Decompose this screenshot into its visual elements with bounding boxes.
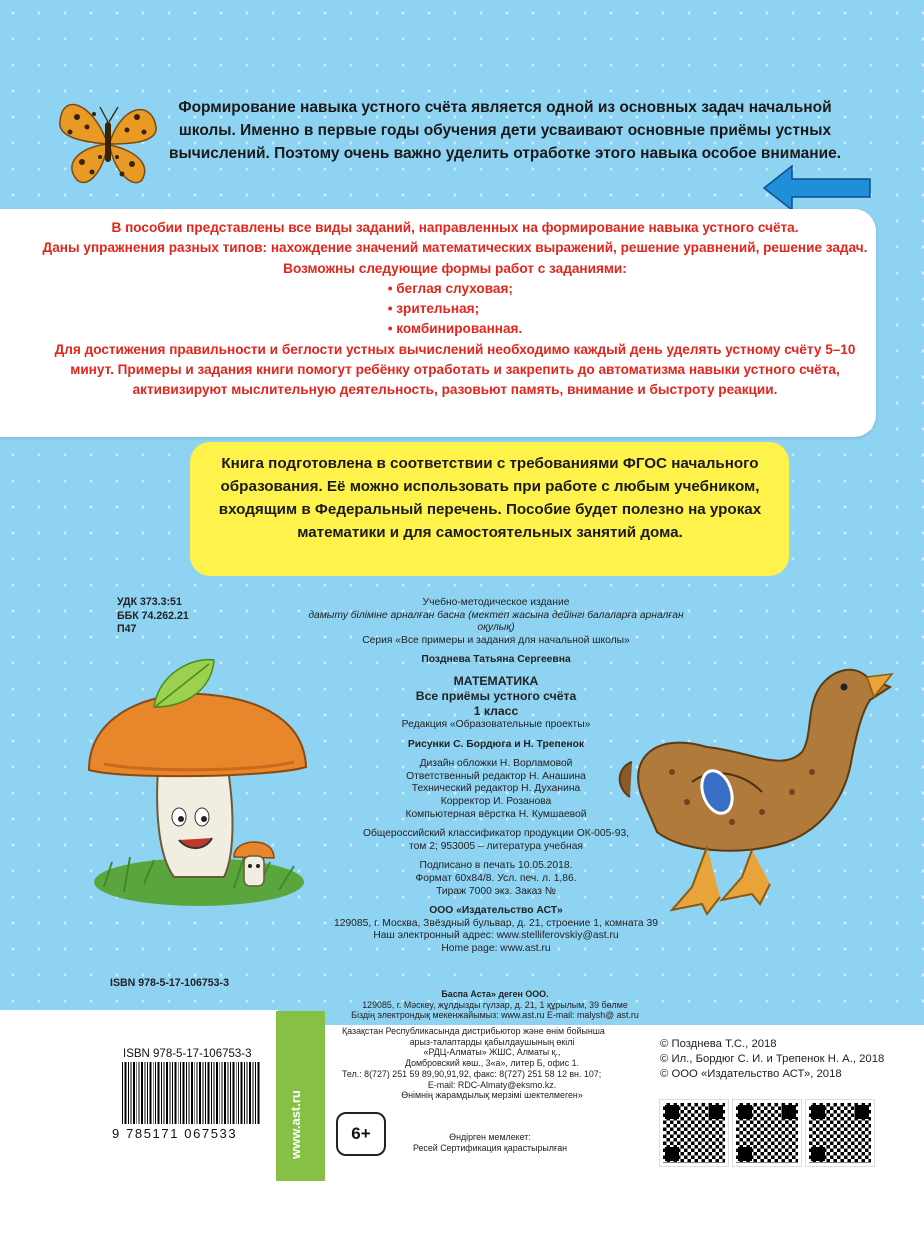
- qr-code-icon[interactable]: [806, 1100, 874, 1166]
- description-p4: Для достижения правильности и беглости устных вычислений необходимо каждый день уделять устному счёту 5–10 минут. Примеры и задания книги помогут ребёнку отработать и закрепить до автоматизма навыки устного счёта, активизируют мыслительную деятельность, разовьют память, внимание и быстроту реакции.: [54, 341, 856, 398]
- credit-line: Компьютерная вёрстка Н. Кумшаевой: [405, 808, 587, 820]
- kz-dist-line: «РДЦ-Алматы» ЖШС, Алматы қ.,: [423, 1047, 561, 1058]
- author-mark: П47: [117, 623, 137, 635]
- print-line: Формат 60х84/8. Усл. печ. л. 1,86.: [415, 872, 577, 884]
- credit-line: Ответственный редактор Н. Анашина: [406, 770, 586, 782]
- mushroom-illustration: [84, 652, 316, 914]
- description-p2: Даны упражнения разных типов: нахождение значений математических выражений, решение уравнений, решение задач.: [42, 240, 868, 256]
- classifier-line: том 2; 953005 – литература учебная: [408, 840, 584, 852]
- print-line: Тираж 7000 экз. Заказ №: [436, 885, 556, 897]
- arrow-left-icon: [762, 164, 872, 214]
- illustrators-line: Рисунки С. Бордюга и Н. Трепенок: [407, 738, 585, 750]
- kz-dist-line: E-mail: RDC-Almaty@eksmo.kz.: [427, 1079, 557, 1090]
- bbk-code: ББК 74.262.21: [117, 609, 189, 622]
- publisher-address: 129085, г. Москва, Звёздный бульвар, д. 21, строение 1, комната 39: [334, 917, 658, 929]
- kz-dist-line: Тел.: 8(727) 251 59 89,90,91,92, факс: 8(727) 251 58 12 вн. 107;: [342, 1068, 602, 1079]
- credit-line: Технический редактор Н. Духанина: [411, 783, 581, 795]
- age-rating-badge: 6+: [336, 1112, 386, 1156]
- description-p1: В пособии представлены все виды заданий, направленных на формирование навыка устного счёта.: [111, 220, 799, 235]
- udk-code: УДК 373.3:51: [117, 596, 182, 608]
- print-line: Подписано в печать 10.05.2018.: [419, 860, 573, 872]
- book-subtitle: Все приёмы устного счёта: [415, 688, 577, 703]
- duck-illustration: [612, 652, 894, 918]
- site-url: www.ast.ru: [288, 1090, 303, 1159]
- qr-code-icon[interactable]: [660, 1100, 728, 1166]
- classification-codes: [117, 596, 189, 637]
- copyright-line: © Позднева Т.С., 2018: [660, 1038, 777, 1050]
- list-item: • зрительная;: [388, 299, 523, 319]
- series-line: Серия «Все примеры и задания для начальной школы»: [362, 634, 630, 646]
- qr-code-icon[interactable]: [733, 1100, 801, 1166]
- book-title: МАТЕМАТИКА: [453, 673, 539, 688]
- copyright-line: © Ил., Бордюг С. И. и Трепенок Н. А., 2018: [660, 1053, 885, 1066]
- kz-distributor-block: [342, 1026, 642, 1101]
- classifier-line: Общероссийский классификатор продукции ОК-005-93,: [362, 828, 630, 840]
- publisher-email: Наш электронный адрес: www.stelliferovskiy@ast.ru: [373, 930, 619, 942]
- kz-dist-line: арыз-талаптарды қабылдаушының өкілі: [409, 1036, 575, 1047]
- isbn-text: ISBN 978-5-17-106753-3: [110, 977, 229, 989]
- book-grade: 1 класс: [473, 703, 519, 718]
- barcode-isbn-label: ISBN 978-5-17-106753-3: [123, 1048, 252, 1060]
- edition-type: Учебно-методическое издание: [422, 597, 570, 608]
- list-item: • беглая слуховая;: [388, 279, 523, 299]
- butterfly-illustration: [52, 92, 162, 192]
- author-name: Позднева Татьяна Сергеевна: [421, 654, 571, 666]
- kz-publisher: Баспа Аста» деген ООО.: [441, 989, 549, 999]
- kz-contact: Біздің электрондық мекенжайымыз: www.ast.ru E-mail: malysh@ ast.ru: [351, 1010, 639, 1021]
- credit-line: Корректор И. Розанова: [440, 795, 552, 807]
- work-forms-list: [388, 279, 523, 340]
- kz-imprint-block: [305, 989, 685, 1021]
- list-item: • комбинированная.: [388, 319, 523, 339]
- isbn-barcode: [122, 1062, 260, 1124]
- barcode-number: 9 785171 067533: [112, 1126, 238, 1141]
- kz-cert: Ресей Сертификация қарастырылған: [412, 1142, 568, 1153]
- description-p3: Возможны следующие формы работ с заданиями:: [283, 260, 627, 276]
- kz-address: 129085, г. Мәскеу, жұлдызды гүлзар, д. 21, 1 құрылым, 39 бөлме: [362, 999, 628, 1010]
- site-strip: [276, 1011, 325, 1181]
- kz-dist-line: Қазақстан Республикасында дистрибьютор және өнім бойынша: [342, 1026, 605, 1036]
- copyright-block: [660, 1037, 884, 1083]
- editorial-line: Редакция «Образовательные проекты»: [401, 718, 591, 730]
- intro-paragraph: Формирование навыка устного счёта является одной из основных задач начальной школы. Именно в первые годы обучения дети усваивают основные приёмы устных вычислений. Поэтому очень важно уделить отработке этого навыка особое внимание.: [168, 99, 842, 162]
- copyright-line: © ООО «Издательство АСТ», 2018: [660, 1068, 842, 1081]
- kz-dist-line: Домбровский көш., 3«а», литер Б, офис 1.: [404, 1058, 580, 1069]
- credit-line: Дизайн обложки Н. Ворламовой: [419, 758, 573, 770]
- publisher-home: Home page: www.ast.ru: [441, 942, 551, 954]
- edition-type-kz: дамыту біліміне арналған басна (мектеп жасына дейінгі балаларға арналған оқулық): [308, 609, 684, 634]
- kz-dist-line: Өнімнің жарамдылық мерзімі шектелмеген»: [401, 1090, 583, 1101]
- description-text: [40, 218, 870, 401]
- kz-origin-block: [380, 1132, 600, 1154]
- fgos-text: Книга подготовлена в соответствии с требованиями ФГОС начального образования. Её можно использовать при работе с любым учебником, входящим в Федеральный перечень. Пособие будет полезно на уроках математики и для самостоятельных занятий дома.: [218, 455, 762, 541]
- publisher-name: ООО «Издательство АСТ»: [429, 905, 563, 917]
- kz-origin: Өндірген мемлекет:: [449, 1132, 531, 1142]
